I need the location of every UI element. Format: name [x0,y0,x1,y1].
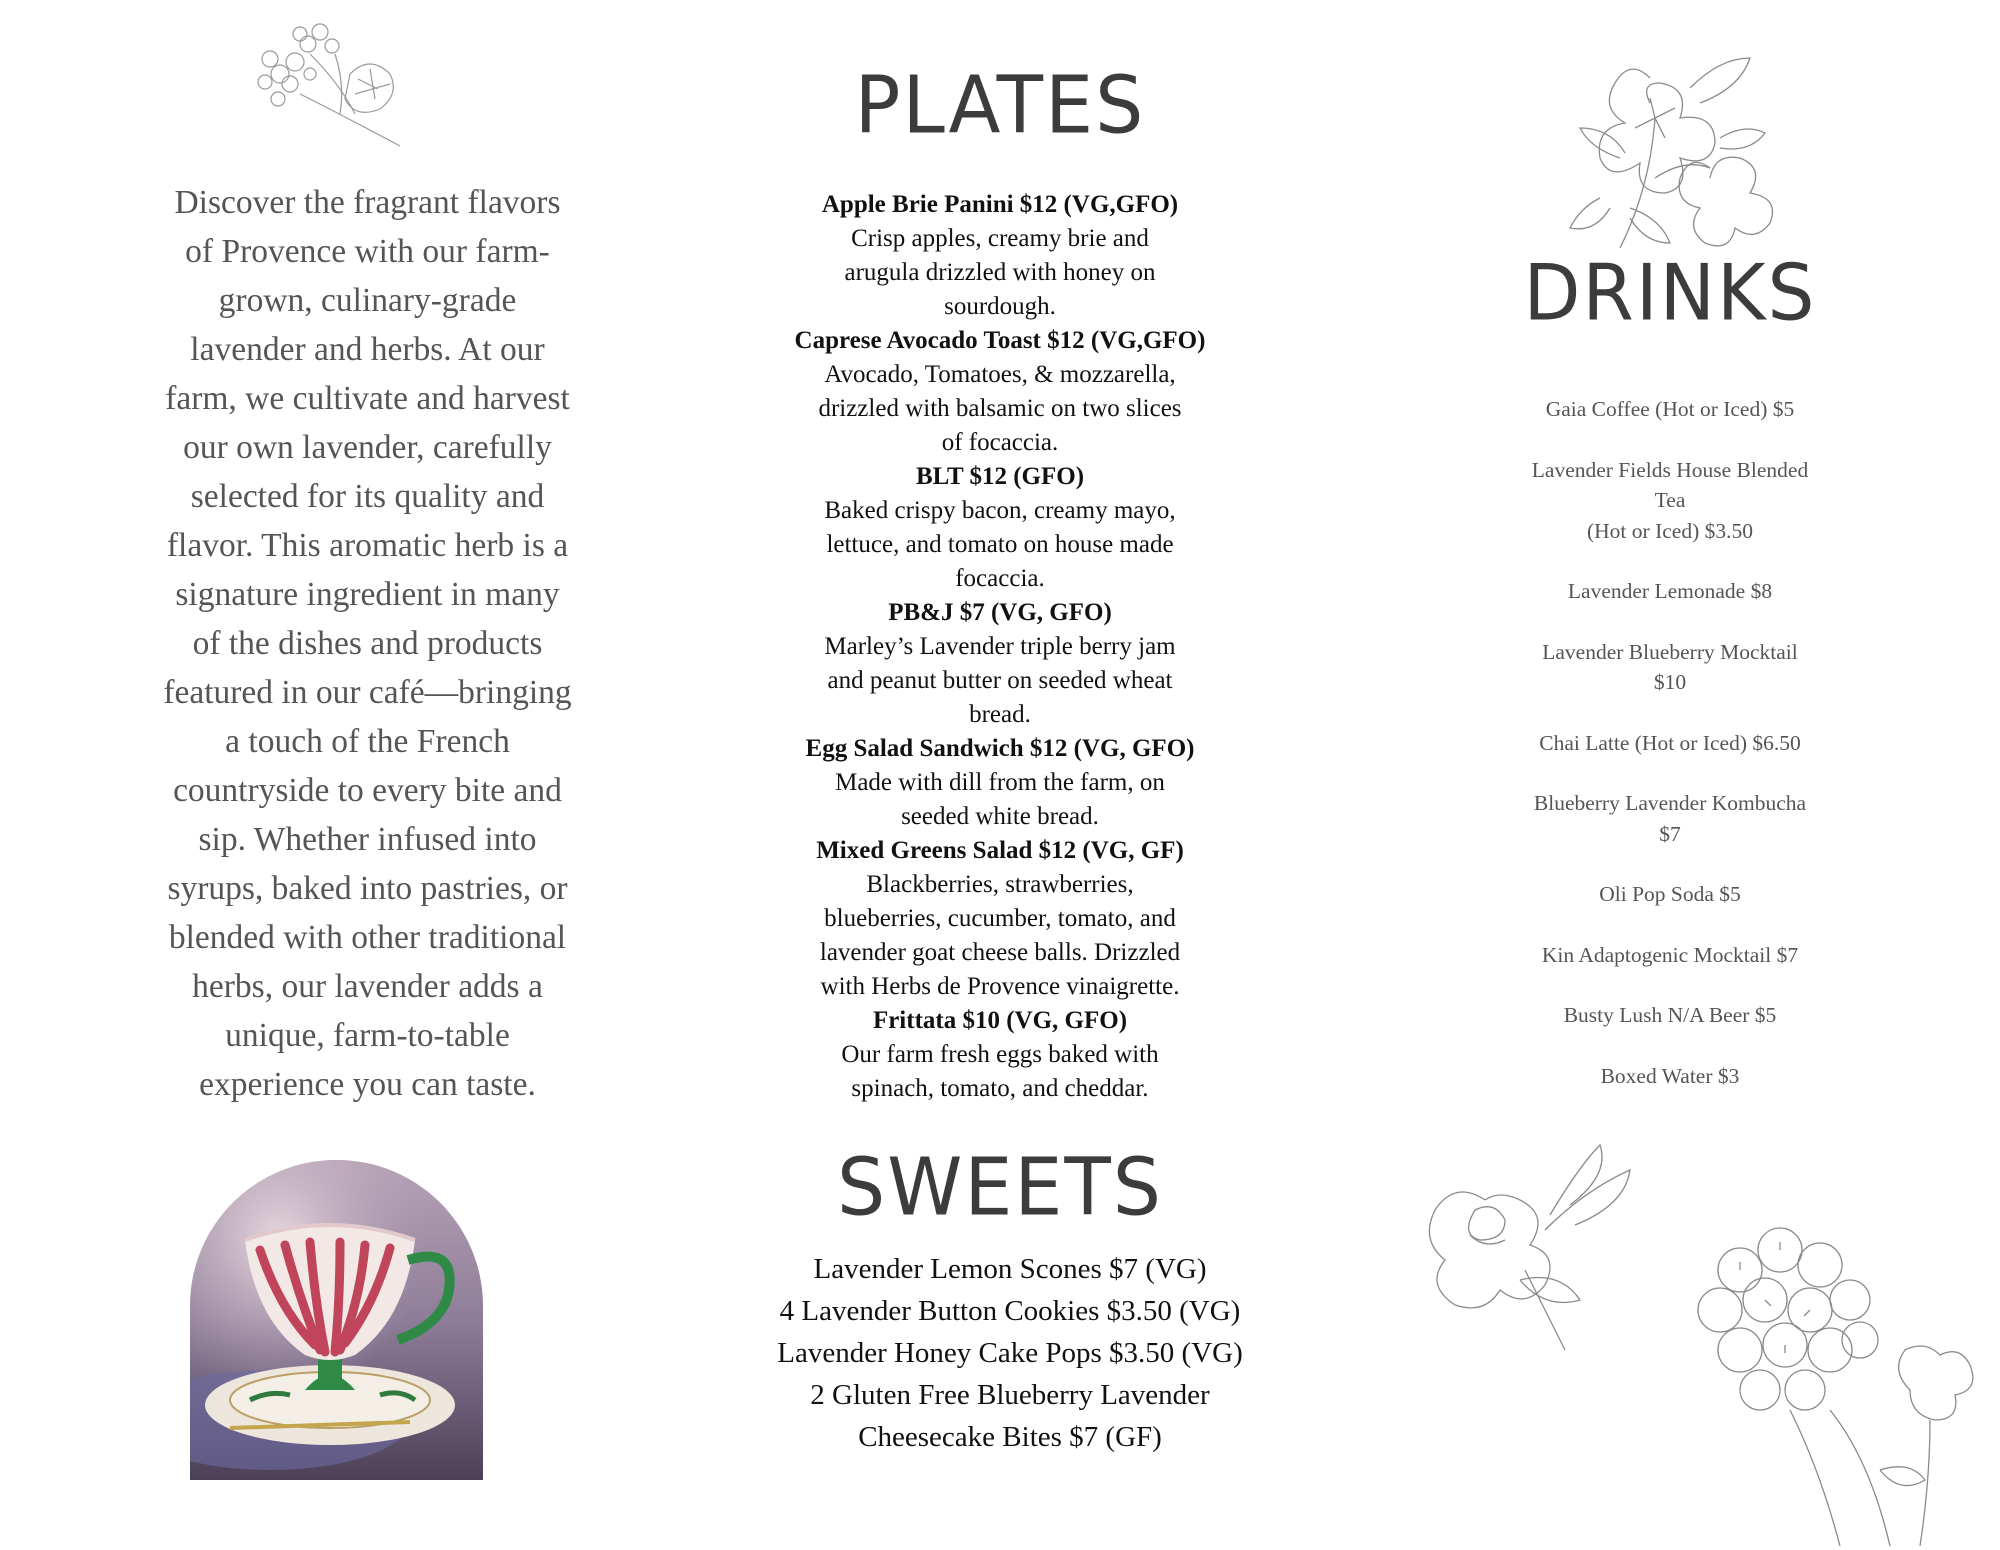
sweet-item: Lavender Lemon Scones $7 (VG) [813,1253,1207,1285]
intro-line: Discover the fragrant flavors [174,184,561,221]
plate-desc-line: spinach, tomato, and cheddar. [851,1075,1149,1102]
sweet-item: 2 Gluten Free Blueberry Lavender [810,1379,1210,1411]
intro-line: featured in our café—bringing [163,674,572,711]
plate-item [770,1004,1230,1106]
plate-desc-line: of focaccia. [941,429,1059,456]
flower-illustration-top-left [240,14,410,149]
flower-illustration-top-right [1560,48,1800,268]
plate-name: Mixed Greens Salad $12 (VG, GF) [816,837,1184,864]
sweets-list [740,1248,1280,1458]
drink-line: Oli Pop Soda $5 [1599,882,1741,906]
hydrangea-florets [1698,1228,1878,1410]
intro-line: herbs, our lavender adds a [192,968,543,1005]
intro-line: of Provence with our farm- [185,233,550,270]
plate-name: BLT $12 (GFO) [915,463,1085,490]
intro-line: our own lavender, carefully [183,429,552,466]
drink-item [1500,879,1840,910]
drinks-heading: DRINKS [1523,247,1817,339]
plate-desc-line: Blackberries, strawberries, [866,871,1134,898]
intro-paragraph [120,178,615,1109]
sweets-heading: SWEETS [836,1139,1164,1234]
plate-name: Egg Salad Sandwich $12 (VG, GFO) [805,735,1195,762]
plate-desc-line: Crisp apples, creamy brie and [851,225,1149,252]
drink-line: Lavender Fields House Blended [1531,457,1809,482]
intro-line: flavor. This aromatic herb is a [166,527,569,564]
flower-illustration-bottom-right-hydrangea [1680,1210,2000,1546]
plate-desc-line: drizzled with balsamic on two slices [818,395,1182,422]
drink-item [1500,940,1840,971]
drink-item [1500,728,1840,759]
drink-line: $7 [1659,821,1681,846]
intro-line: sip. Whether infused into [198,821,537,858]
plate-item [770,188,1230,324]
plate-desc-line: seeded white bread. [901,803,1099,830]
plate-desc-line: Our farm fresh eggs baked with [841,1041,1159,1068]
sweet-item: Cheesecake Bites $7 (GF) [858,1421,1162,1453]
plate-desc-line: with Herbs de Provence vinaigrette. [820,973,1180,1000]
drink-line: Chai Latte (Hot or Iced) $6.50 [1539,730,1801,755]
plate-desc-line: Made with dill from the farm, on [835,769,1165,796]
drink-item [1500,788,1840,849]
plate-desc-line: bread. [969,701,1031,728]
plate-name: Frittata $10 (VG, GFO) [872,1007,1128,1034]
drink-item [1500,455,1840,547]
intro-line: unique, farm-to-table [225,1017,510,1054]
plate-desc-line: lettuce, and tomato on house made [826,531,1174,558]
drink-line: Lavender Blueberry Mocktail [1542,639,1798,664]
drinks-list [1500,394,1840,1121]
plates-list [770,188,1230,1106]
plate-name: Apple Brie Panini $12 (VG,GFO) [821,191,1179,218]
plate-desc-line: Marley’s Lavender triple berry jam [824,633,1176,660]
intro-line: a touch of the French [225,723,510,760]
intro-line: blended with other traditional [168,919,567,956]
intro-line: grown, culinary-grade [218,282,517,319]
plate-desc-line: Avocado, Tomatoes, & mozzarella, [824,361,1176,388]
drink-line: Lavender Lemonade $8 [1567,579,1773,603]
plate-item [770,732,1230,834]
drink-item [1500,637,1840,698]
drink-line: Gaia Coffee (Hot or Iced) $5 [1545,397,1795,421]
drink-line: Tea [1654,488,1686,512]
drink-item [1500,1000,1840,1031]
drink-item [1500,394,1840,425]
drink-line: (Hot or Iced) $3.50 [1587,518,1753,543]
intro-line: experience you can taste. [199,1066,536,1103]
intro-line: of the dishes and products [192,625,543,662]
plate-item [770,596,1230,732]
plate-desc-line: lavender goat cheese balls. Drizzled [819,939,1181,966]
drink-line: Boxed Water $3 [1600,1063,1740,1088]
sweet-item: Lavender Honey Cake Pops $3.50 (VG) [777,1337,1243,1369]
drink-item [1500,1061,1840,1092]
plate-item [770,460,1230,596]
geranium-cluster [258,24,339,106]
drink-line: Kin Adaptogenic Mocktail $7 [1541,942,1799,967]
intro-line: signature ingredient in many [175,576,560,613]
plate-desc-line: blueberries, cucumber, tomato, and [824,905,1176,932]
drink-item [1500,576,1840,607]
plate-desc-line: focaccia. [955,565,1045,592]
intro-line: syrups, baked into pastries, or [167,870,568,907]
intro-line: selected for its quality and [190,478,545,515]
plates-heading: PLATES [854,57,1146,152]
intro-line: countryside to every bite and [173,772,562,809]
plate-name: Caprese Avocado Toast $12 (VG,GFO) [794,327,1206,354]
drink-line: Busty Lush N/A Beer $5 [1563,1003,1777,1027]
flower-illustration-bottom-right-rose [1425,1140,1640,1360]
plate-desc-line: Baked crispy bacon, creamy mayo, [824,497,1176,524]
plate-desc-line: sourdough. [944,293,1056,320]
plate-item [770,834,1230,1004]
plate-item [770,324,1230,460]
intro-line: lavender and herbs. At our [190,331,545,368]
drink-line: $10 [1653,670,1687,694]
teacup-photo [190,1160,483,1480]
drink-line: Blueberry Lavender Kombucha [1533,791,1807,815]
sweet-item: 4 Lavender Button Cookies $3.50 (VG) [779,1295,1241,1327]
plate-desc-line: and peanut butter on seeded wheat [827,667,1173,694]
plate-desc-line: arugula drizzled with honey on [844,259,1156,286]
intro-line: farm, we cultivate and harvest [165,380,570,417]
plate-name: PB&J $7 (VG, GFO) [888,599,1112,626]
